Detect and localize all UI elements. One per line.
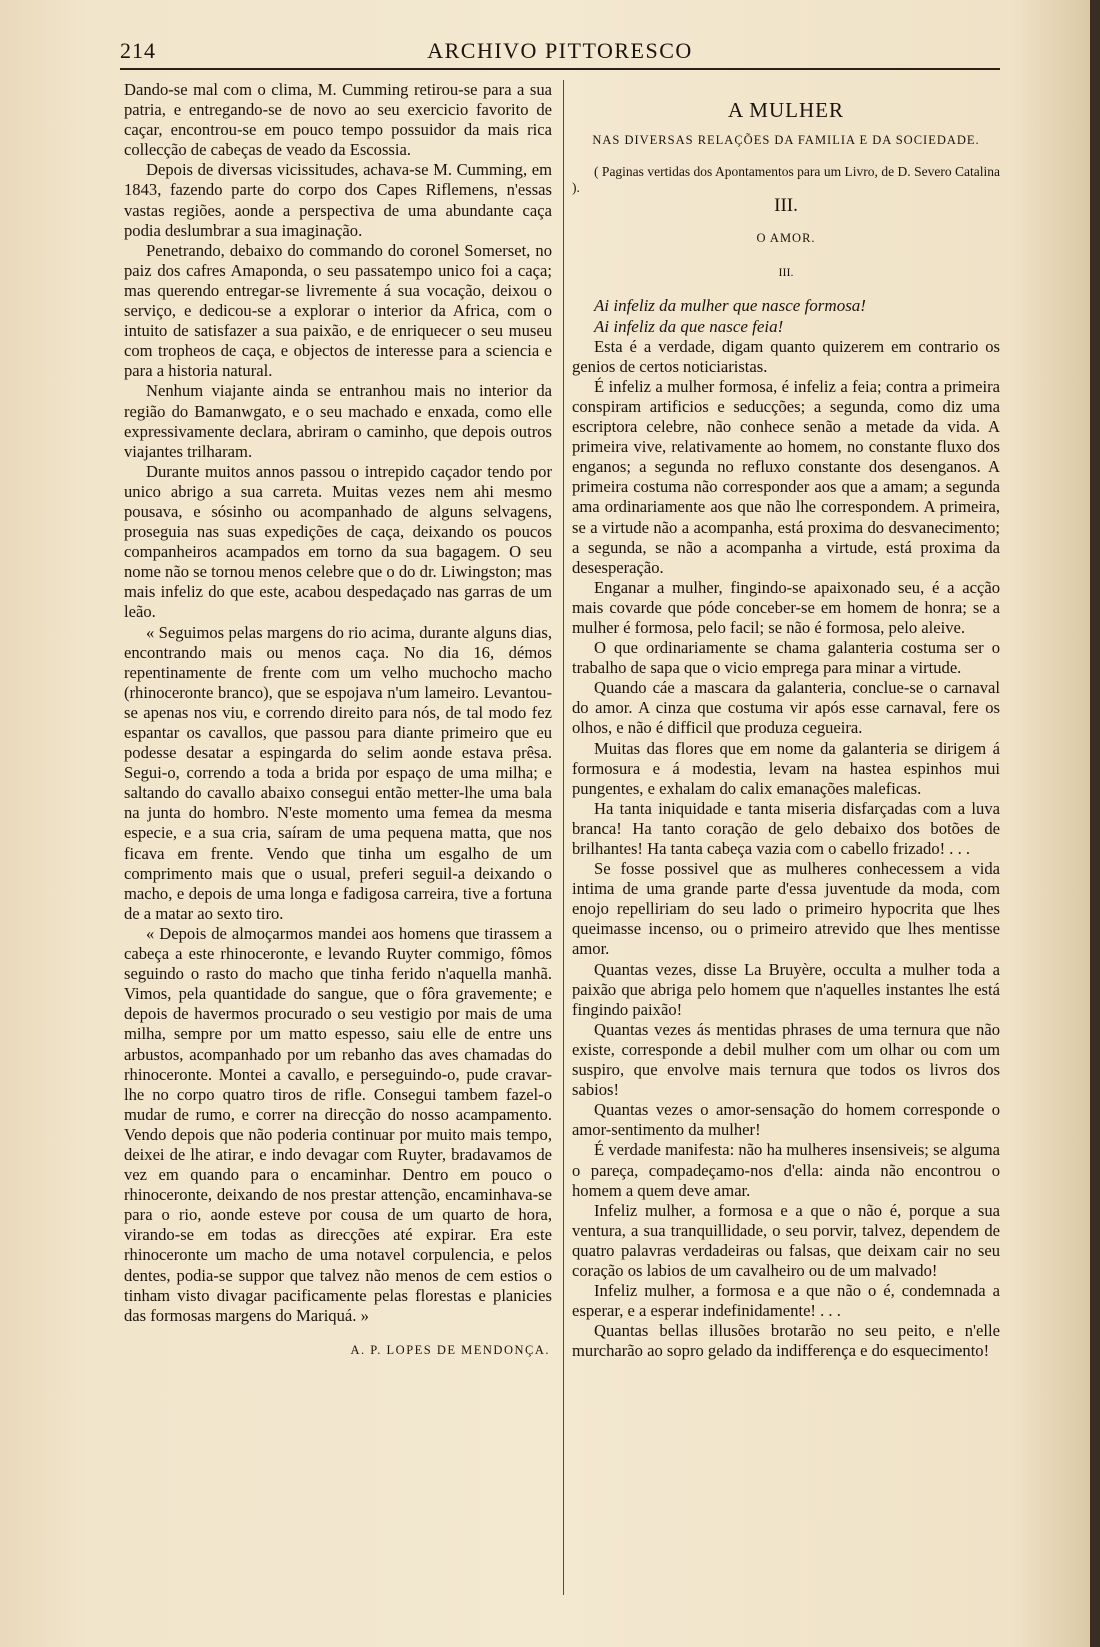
page-header xyxy=(120,38,1000,70)
epigraph-line: Ai infeliz da mulher que nasce formosa! xyxy=(594,296,866,316)
header-rule xyxy=(120,68,1000,70)
article-title: A MULHER xyxy=(728,98,844,122)
paragraph: Nenhum viajante ainda se entranhou mais no interior da região do Bamanwgato, e o seu machado e enxada, como elle expressivamente declara, abriram o caminho, que depois outros viajantes trilharam. xyxy=(124,381,552,461)
paragraph: Dando-se mal com o clima, M. Cumming retirou-se para a sua patria, e entregando-se de novo ao seu exercicio favorito de caçar, encontrou-se em pouco tempo possuidor da mais rica collecção de cabeças de veado da Escossia. xyxy=(124,80,552,160)
page-number: 214 xyxy=(120,38,156,63)
paragraph: « Depois de almoçarmos mandei aos homens que tirassem a cabeça a este rhinoceronte, e levando Ruyter commigo, fômos seguindo o rasto do macho que tinha ferido n'aquella manhã. Vimos, pela quantidade do sangue, que o fôra gravemente; e depois de havermos procurado o seu vestigio por mais de uma milha, sempre por um matto espesso, saiu elle de entre uns arbustos, acompanhado por um rebanho das aves chamadas do rhinoceronte. Montei a cavallo, e perseguindo-o, pude cravar-lhe no corpo quatro tiros de rifle. Consegui tambem fazel-o mudar de rumo, e correr na direcção do nosso acampamento. Vendo depois que não poderia continuar por muito mais tempo, deixei de lhe atirar, e indo devagar com Ruyter, bradavamos de vez em quando para o encaminhar. Dentro em pouco o rhinoceronte, deixando de nos prestar attenção, encaminhava-se para o rio, aonde esteve por cousa de um quarto de hora, virando-se em todas as direcções até expirar. Era este rhinoceronte um macho de uma notavel corpulencia, e pelos dentes, podia-se suppor que talvez não menos de cem estios o tinham visto divagar pacificamente pelas florestas e planicies das formosas margens do Mariquá. » xyxy=(124,923,552,1325)
paragraph: Muitas das flores que em nome da galanteria se dirigem á formosura e á modestia, levam na hastea espinhos mui pungentes, e exhalam do calix emanações maleficas. xyxy=(572,738,1000,798)
paragraph: Penetrando, debaixo do commando do coronel Somerset, no paiz dos cafres Amaponda, o seu passatempo unico foi a caça; mas querendo entregar-se livremente á sua vocação, deixou o serviço, e dedicou-se a explorar o interior da Africa, com o intuito de satisfazer a sua paixão, e de enriquecer o seu museu com tropheos de caça, e objectos de interesse para a sciencia e para a historia natural. xyxy=(124,240,552,381)
epigraph-line: Ai infeliz da que nasce feia! xyxy=(594,316,784,336)
paragraph: « Seguimos pelas margens do rio acima, durante alguns dias, encontrando mais ou menos caça. No dia 16, démos repentinamente de frente com um velho muchocho macho (rhinoceronte branco), que se espojava n'um lameiro. Levantou-se apenas nos viu, e correndo direito para nós, de tal modo fez espantar os cavallos, que passou para diante primeiro que eu podesse desatar a espingarda do selim aonde estava prêsa. Segui-o, correndo a toda a brida por espaço de uma milha; e saltando do cavallo abaixo consegui então metter-lhe uma bala na junta do hombro. N'este momento uma femea da mesma especie, e a sua cria, saíram de uma pequena matta, que nos ficava em frente. Vendo que tinha um esgalho de um comprimento mais que o usual, preferi seguil-a deixando o macho, e depois de uma longa e fadigosa carreira, tive a fortuna de a matar ao sexto tiro. xyxy=(124,622,552,923)
paragraph: Se fosse possivel que as mulheres conhecessem a vida intima de uma grande parte d'essa juventude da moda, com enojo repelliriam do seu lado o primeiro hypocrita que lhes queimasse incenso, ou o primeiro atrevido que lhes mentisse amor. xyxy=(572,859,1000,959)
paragraph: Depois de diversas vicissitudes, achava-se M. Cumming, em 1843, fazendo parte do corpo dos Capes Riflemens, n'essas vastas regiões, aonde a perspectiva de uma abundante caça podia deslumbrar a sua imaginação. xyxy=(124,160,552,240)
article-subtitle: NAS DIVERSAS RELAÇÕES DA FAMILIA E DA SOCIEDADE. xyxy=(592,133,980,148)
paragraph: Quantas vezes ás mentidas phrases de uma ternura que não existe, corresponde a debil mulher com um olhar ou com um suspiro, que envolve mais ternura que todos os livros dos sabios! xyxy=(572,1019,1000,1100)
paragraph: Quantas vezes o amor-sensação do homem corresponde o amor-sentimento da mulher! xyxy=(572,1100,1000,1140)
paragraph: Esta é a verdade, digam quanto quizerem em contrario os genios de certos noticiaristas. xyxy=(572,336,1000,376)
paragraph: Durante muitos annos passou o intrepido caçador tendo por unico abrigo a sua carreta. Muitas vezes nem ahi mesmo pousava, e sósinho ou acompanhado de alguns selvagens, proseguia nas suas expedições de caça, deixando os poucos companheiros acampados em torno da sua bagagem. O seu nome não se tornou menos celebre que o do dr. Liwingston; mas mais infeliz do que este, acabou despedaçado nas garras de um leão. xyxy=(124,461,552,622)
paragraph: É infeliz a mulher formosa, é infeliz a feia; contra a primeira conspiram artificios e seducções; a segunda, como diz uma escriptora celebre, não conhece senão a metade da vida. A primeira vive, relativamente ao homem, no constante fluxo dos enganos; a segunda no refluxo constante dos desenganos. A primeira costuma não corresponder aos que a amam; a segunda ama ordinariamente aos que não lhe correspondem. A primeira, se a virtude não a acompanha, está proxima do desvanecimento; a segunda, se não a acompanha a virtude, está proxima da desesperação. xyxy=(572,376,1000,577)
paragraph: Infeliz mulher, a formosa e a que não o é, condemnada a esperar, e a esperar indefinidamente! . . . xyxy=(572,1281,1000,1321)
paragraph: Infeliz mulher, a formosa e a que o não é, porque a sua ventura, a sua tranquillidade, o seu porvir, talvez, dependem de quatro palavras verdadeiras ou falsas, que deixam cair no seu coração os labios de um cavalheiro ou de um malvado! xyxy=(572,1200,1000,1280)
section-title: O AMOR. xyxy=(756,231,816,246)
running-title: ARCHIVO PITTORESCO xyxy=(427,38,693,63)
paragraph: Quando cáe a mascara da galanteria, conclue-se o carnaval do amor. A cinza que costuma vir após esse carnaval, fere os olhos, e não é difficil que produza cegueira. xyxy=(572,678,1000,738)
page-edge-shadow xyxy=(1090,0,1100,1647)
author-signature: A. P. LOPES DE MENDONÇA. xyxy=(350,1342,550,1357)
column-divider xyxy=(563,80,564,1595)
chapter-numeral: III. xyxy=(774,195,798,217)
source-note: ( Paginas vertidas dos Apontamentos para um Livro, de D. Severo Catalina ). xyxy=(572,164,1000,196)
paragraph: O que ordinariamente se chama galanteria costuma ser o trabalho de sapa que o vicio emprega para minar a virtude. xyxy=(572,638,1000,678)
paragraph: É verdade manifesta: não ha mulheres insensiveis; se alguma o pareça, compadeçamo-nos d'ella: ainda não encontrou o homem a quem deve amar. xyxy=(572,1140,1000,1200)
paragraph: Enganar a mulher, fingindo-se apaixonado seu, é a acção mais covarde que póde conceber-se em homem de honra; se a mulher é formosa, pelo facil; se não é formosa, pelo aleive. xyxy=(572,577,1000,637)
left-column xyxy=(124,80,552,1360)
paragraph: Quantas bellas illusões brotarão no seu peito, e n'elle murcharão ao sopro gelado da indifferença e do esquecimento! xyxy=(572,1321,1000,1361)
section-numeral: III. xyxy=(778,265,794,280)
paragraph: Ha tanta iniquidade e tanta miseria disfarçadas com a luva branca! Ha tanto coração de gelo debaixo dos botões de brilhantes! Ha tanta cabeça vazia com o cabello frizado! . . . xyxy=(572,798,1000,858)
right-column xyxy=(572,80,1000,1361)
paragraph: Quantas vezes, disse La Bruyère, occulta a mulher toda a paixão que abriga pelo homem que n'aquelles instantes lhe está fingindo paixão! xyxy=(572,959,1000,1019)
